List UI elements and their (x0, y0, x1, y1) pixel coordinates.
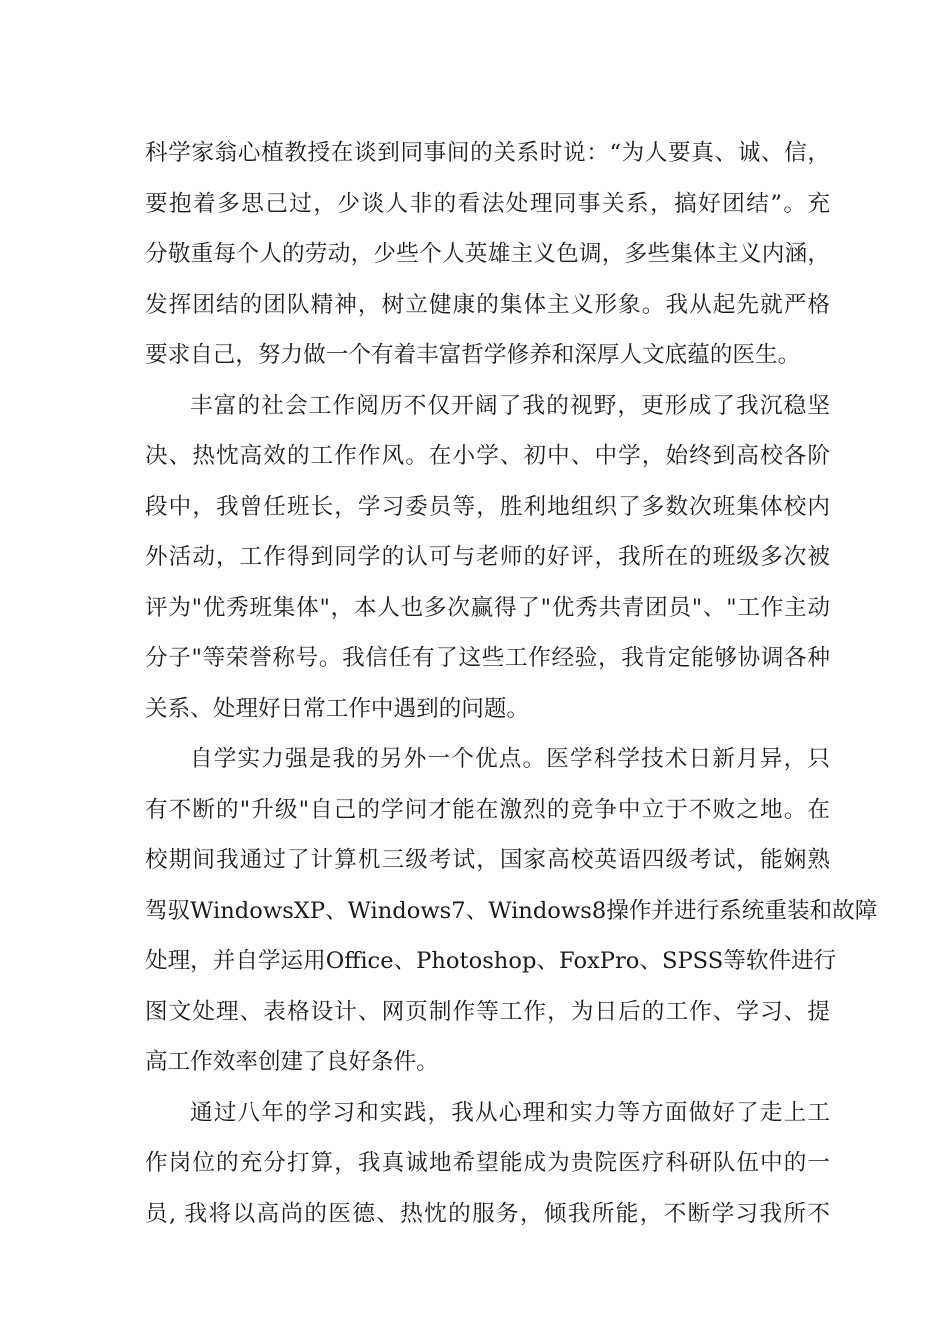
paragraph-4 (145, 1088, 830, 1240)
text-line: 丰富的社会工作阅历不仅开阔了我的视野，更形成了我沉稳坚 (190, 392, 830, 419)
text-line: 有不断的"升级"自己的学问才能在激烈的竞争中立于不败之地。在 (145, 796, 830, 823)
text-line: 决、热忱高效的工作作风。在小学、初中、中学，始终到高校各阶 (145, 443, 830, 469)
text-line: 处理，并自学运用Office、Photoshop、FoxPro、SPSS等软件进行 (145, 948, 837, 974)
paragraph-2 (145, 381, 830, 735)
text-line: 分敬重每个人的劳动，少些个人英雄主义色调，多些集体主义内涵， (145, 241, 830, 267)
text-line: 外活动，工作得到同学的认可与老师的好评，我所在的班级多次被 (145, 544, 830, 570)
text-line: 通过八年的学习和实践，我从心理和实力等方面做好了走上工 (190, 1099, 830, 1126)
text-line: 图文处理、表格设计、网页制作等工作，为日后的工作、学习、提 (145, 998, 830, 1025)
text-line: 员, 我将以高尚的医德、热忱的服务，倾我所能，不断学习我所不 (145, 1200, 830, 1227)
text-line: 评为"优秀班集体"，本人也多次赢得了"优秀共青团员"、"工作主动 (145, 594, 830, 621)
paragraph-3 (145, 734, 878, 1088)
text-line: 作岗位的充分打算，我真诚地希望能成为贵院医疗科研队伍中的一 (145, 1150, 830, 1176)
text-line: 关系、处理好日常工作中遇到的问题。 (145, 695, 530, 722)
text-line: 分子"等荣誉称号。我信任有了这些工作经验，我肯定能够协调各种 (145, 645, 830, 671)
text-line: 驾驭WindowsXP、Windows7、Windows8操作并进行系统重装和故障 (145, 897, 878, 924)
text-line: 要求自己，努力做一个有着丰富哲学修养和深厚人文底蕴的医生。 (145, 342, 801, 368)
text-line: 自学实力强是我的另外一个优点。医学科学技术日新月异，只 (190, 746, 830, 772)
paragraph-1 (145, 128, 830, 381)
text-line: 要抱着多思己过，少谈人非的看法处理同事关系，搞好团结”。充 (145, 190, 830, 217)
text-line: 科学家翁心植教授在谈到同事间的关系时说：“为人要真、诚、信， (145, 140, 830, 166)
text-line: 高工作效率创建了良好条件。 (145, 1049, 439, 1075)
text-line: 发挥团结的团队精神，树立健康的集体主义形象。我从起先就严格 (145, 291, 830, 318)
text-line: 段中，我曾任班长，学习委员等，胜利地组织了多数次班集体校内 (145, 493, 830, 520)
text-line: 校期间我通过了计算机三级考试，国家高校英语四级考试，能娴熟 (145, 847, 830, 873)
document-body (145, 128, 878, 1239)
